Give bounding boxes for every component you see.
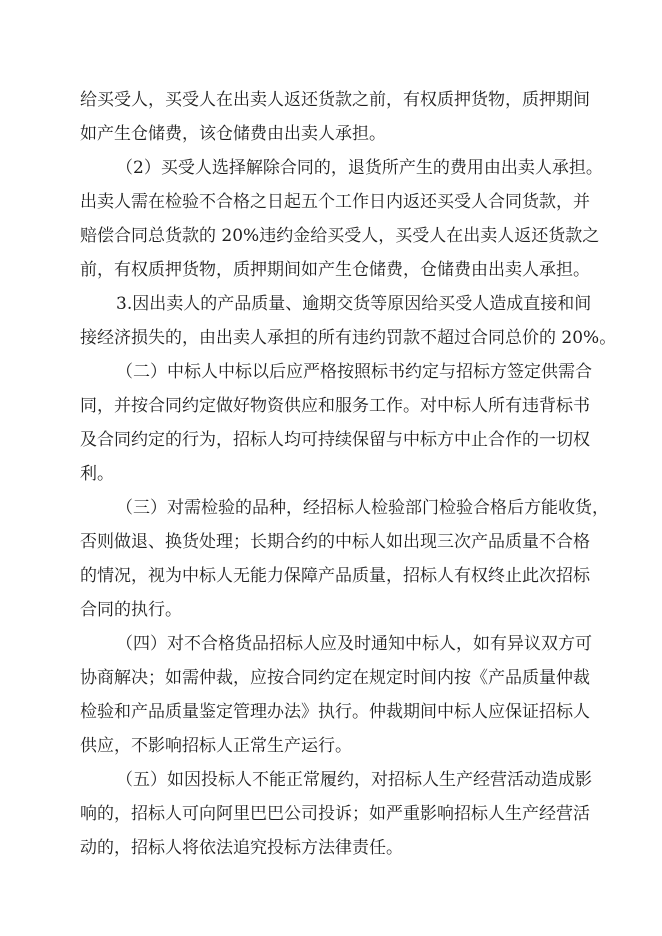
text-line: 接经济损失的，由出卖人承担的所有违约罚款不超过合同总价的 20%。 xyxy=(80,328,617,348)
paragraph xyxy=(80,83,590,151)
text-line: （四）对不合格货品招标人应及时通知中标人，如有异议双方可 xyxy=(116,634,592,654)
paragraph xyxy=(80,355,592,491)
paragraph xyxy=(80,151,603,287)
text-line: 协商解决；如需仲裁，应按合同约定在规定时间内按《产品质量仲裁 xyxy=(80,668,590,688)
text-line: 否则做退、换货处理；长期合约的中标人如出现三次产品质量不合格 xyxy=(80,532,590,552)
text-line: 响的，招标人可向阿里巴巴公司投诉；如严重影响招标人生产经营活 xyxy=(80,804,590,824)
text-line: 3.因出卖人的产品质量、逾期交货等原因给买受人造成直接和间 xyxy=(116,294,592,314)
text-line: 及合同约定的行为，招标人均可持续保留与中标方中止合作的一切权 xyxy=(80,430,590,450)
document-body xyxy=(80,83,617,865)
text-line: 合同的执行。 xyxy=(80,600,182,620)
paragraph xyxy=(80,287,617,355)
text-line: 供应，不影响招标人正常生产运行。 xyxy=(80,736,352,756)
text-line: 赔偿合同总货款的 20%违约金给买受人，买受人在出卖人返还货款之 xyxy=(80,226,600,246)
paragraph xyxy=(80,491,609,627)
paragraph xyxy=(80,627,592,763)
text-line: 出卖人需在检验不合格之日起五个工作日内返还买受人合同货款，并 xyxy=(80,192,590,212)
text-line: 利。 xyxy=(80,464,114,484)
text-line: 前，有权质押货物，质押期间如产生仓储费，仓储费由出卖人承担。 xyxy=(80,260,590,280)
text-line: （五）如因投标人不能正常履约，对招标人生产经营活动造成影 xyxy=(116,770,592,790)
text-line: （三）对需检验的品种，经招标人检验部门检验合格后方能收货， xyxy=(116,498,609,518)
text-line: 如产生仓储费，该仓储费由出卖人承担。 xyxy=(80,124,386,144)
text-line: 给买受人，买受人在出卖人返还货款之前，有权质押货物，质押期间 xyxy=(80,90,590,110)
text-line: 的情况，视为中标人无能力保障产品质量，招标人有权终止此次招标 xyxy=(80,566,590,586)
text-line: 检验和产品质量鉴定管理办法》执行。仲裁期间中标人应保证招标人 xyxy=(80,702,590,722)
text-line: 同，并按合同约定做好物资供应和服务工作。对中标人所有违背标书 xyxy=(80,396,590,416)
text-line: 动的，招标人将依法追究投标方法律责任。 xyxy=(80,838,403,858)
text-line: （二）中标人中标以后应严格按照标书约定与招标方签定供需合 xyxy=(116,362,592,382)
text-line: （2）买受人选择解除合同的，退货所产生的费用由出卖人承担。 xyxy=(116,158,603,178)
paragraph xyxy=(80,763,592,865)
